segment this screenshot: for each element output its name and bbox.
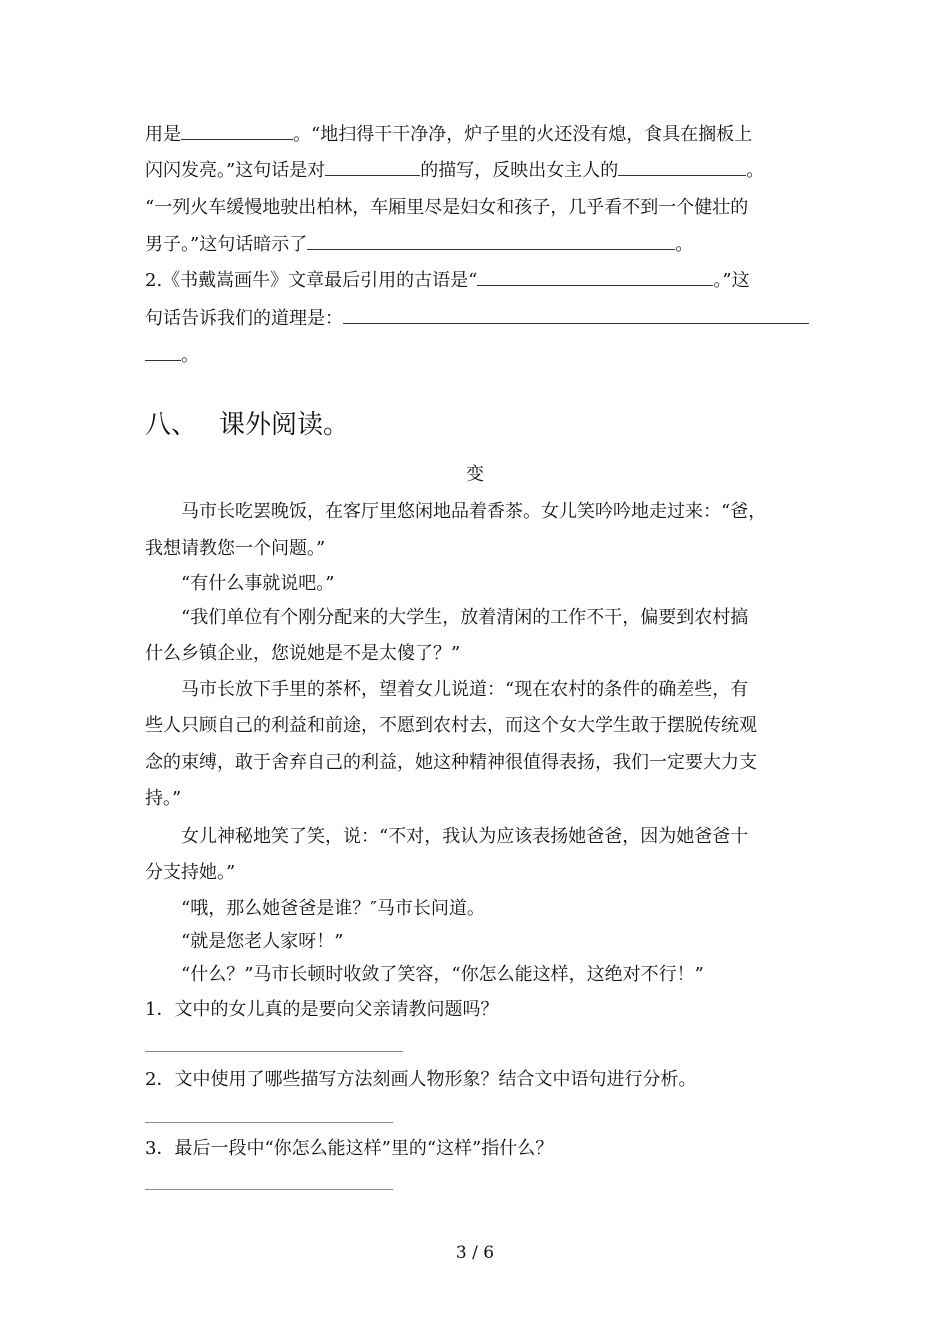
fill-line-1	[145, 122, 815, 147]
story-line: 我想请教您一个问题。”	[145, 538, 326, 559]
fill-line-2	[145, 158, 815, 183]
text: 。	[746, 160, 765, 181]
question-1: 1．文中的女儿真的是要向父亲请教问题吗？	[145, 999, 499, 1020]
story-line: 什么乡镇企业，您说她是不是太傻了？”	[145, 643, 461, 664]
answer-blank[interactable]	[325, 158, 420, 176]
story-line: “我们单位有个刚分配来的大学生，放着清闲的工作不干，偏要到农村搞	[181, 607, 749, 628]
answer-line-2[interactable]	[145, 1122, 393, 1123]
section-number: 八、	[145, 410, 198, 440]
answer-blank[interactable]	[618, 158, 746, 176]
text: 用是	[145, 124, 181, 145]
text: 。	[675, 234, 694, 255]
story-title: 变	[466, 464, 484, 485]
story-line: “有什么事就说吧。”	[181, 573, 335, 594]
fill-line-3: “一列火车缓慢地驶出柏林，车厢里尽是妇女和孩子，几乎看不到一个健壮的	[145, 197, 749, 218]
answer-line-1[interactable]	[145, 1051, 403, 1052]
story-line: 些人只顾自己的利益和前途，不愿到农村去，而这个女大学生敢于摆脱传统观	[145, 715, 757, 736]
fill-line-4	[145, 232, 815, 257]
text: 男子。”这句话暗示了	[145, 234, 308, 255]
text: 2.《书戴嵩画牛》文章最后引用的古语是“	[145, 270, 478, 291]
story-line: 持。”	[145, 788, 182, 809]
story-line: 马市长放下手里的茶杯，望着女儿说道：“现在农村的条件的确差些，有	[181, 679, 749, 700]
question-2: 2．文中使用了哪些描写方法刻画人物形象？结合文中语句进行分析。	[145, 1069, 697, 1090]
answer-blank[interactable]	[145, 343, 181, 361]
story-line: 分支持她。”	[145, 862, 236, 883]
answer-blank[interactable]	[181, 122, 293, 140]
story-line: 女儿神秘地笑了笑，说：“不对，我认为应该表扬她爸爸，因为她爸爸十	[181, 826, 749, 847]
story-line: “就是您老人家呀！”	[181, 931, 344, 952]
text: 。“地扫得干干净净，炉子里的火还没有熄，食具在搁板上	[293, 124, 753, 145]
text: 闪闪发亮。”这句话是对	[145, 160, 326, 181]
section-title: 课外阅读。	[219, 410, 350, 440]
text: 。	[181, 345, 199, 366]
question-2-line-2	[145, 306, 815, 331]
text: 句话告诉我们的道理是：	[145, 308, 343, 329]
question-3: 3．最后一段中“你怎么能这样”里的“这样”指什么？	[145, 1138, 554, 1159]
story-line: “哦，那么她爸爸是谁？″马市长问道。	[181, 898, 485, 919]
question-2-line-3	[145, 343, 815, 368]
story-line: 马市长吃罢晚饭，在客厅里悠闲地品着香茶。女儿笑吟吟地走过来：“爸，	[181, 501, 767, 522]
section-heading	[145, 408, 349, 442]
answer-blank[interactable]	[307, 232, 675, 250]
page-number: 3 / 6	[455, 1243, 495, 1263]
text: 的描写，反映出女主人的	[420, 160, 619, 181]
story-line: “什么？”马市长顿时收敛了笑容，“你怎么能这样，这绝对不行！”	[181, 964, 704, 985]
answer-line-3[interactable]	[145, 1189, 393, 1190]
text: 。”这	[713, 270, 750, 291]
answer-blank[interactable]	[343, 306, 809, 324]
question-2-line	[145, 268, 815, 293]
story-line: 念的束缚，敢于舍弃自己的利益，她这种精神很值得表扬，我们一定要大力支	[145, 752, 757, 773]
answer-blank[interactable]	[477, 268, 713, 286]
